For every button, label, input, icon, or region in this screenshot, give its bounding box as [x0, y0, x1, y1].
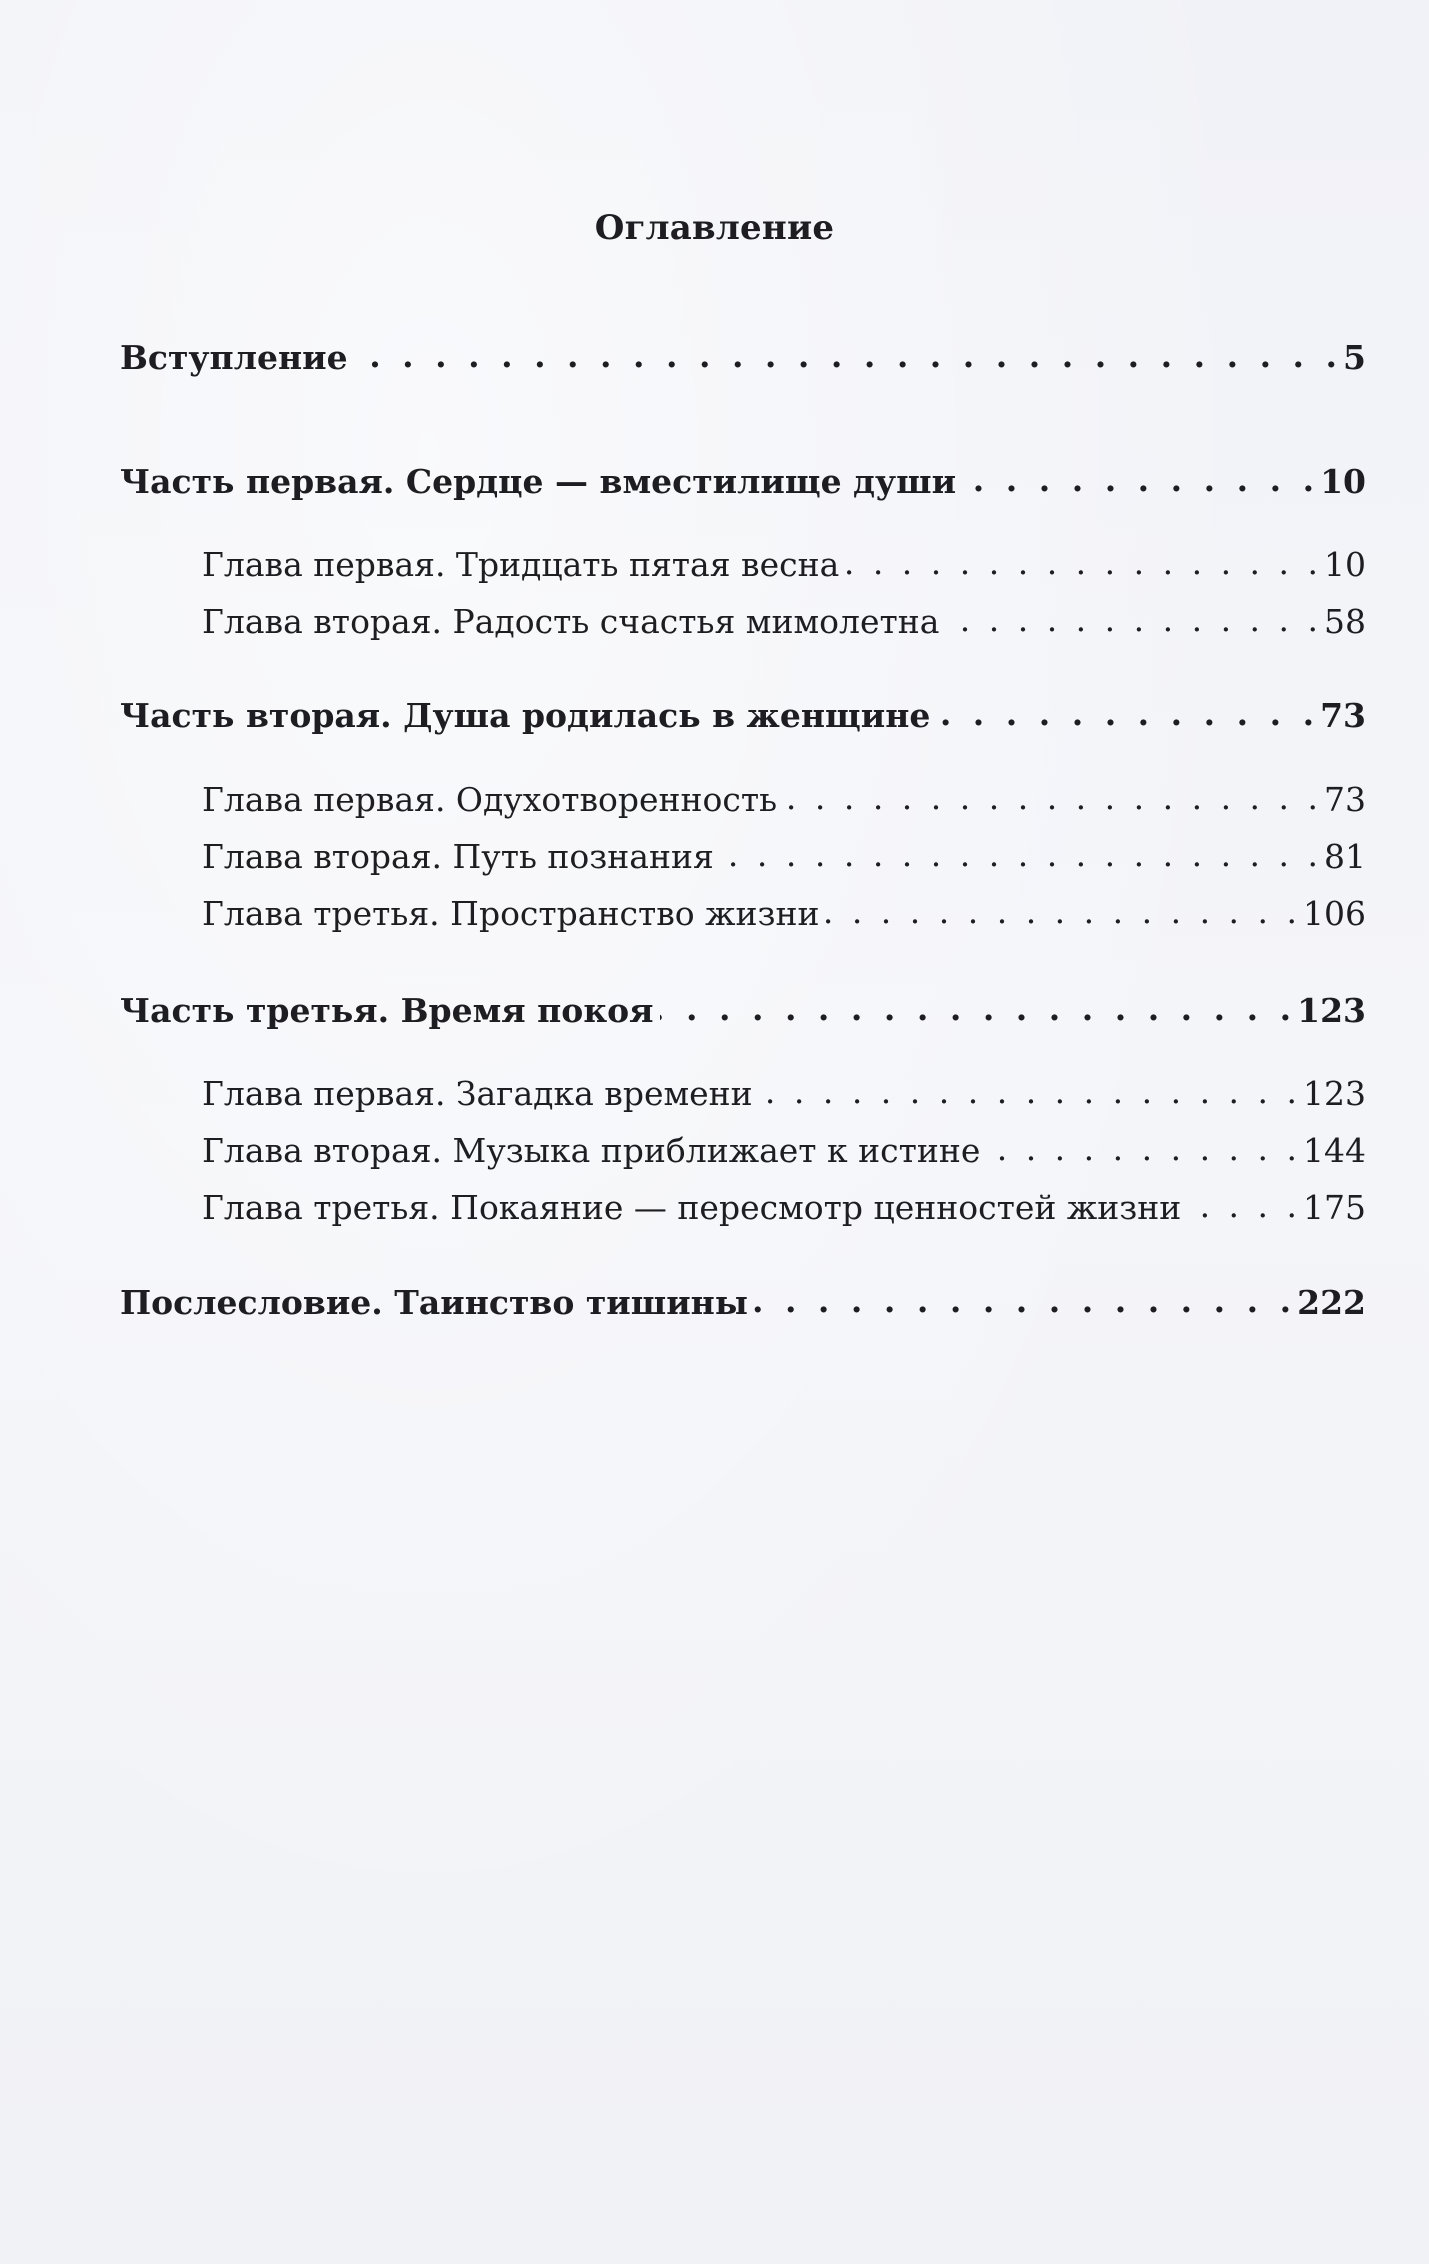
toc-entry-chapter: [202, 835, 1366, 885]
toc-entry-label: Часть вторая. Душа родилась в женщине: [120, 696, 931, 735]
toc-entry-page: 123: [1297, 991, 1366, 1030]
toc-entry-part-1: [120, 460, 1366, 510]
toc-entry-page: 123: [1303, 1074, 1366, 1113]
toc-entry-label: Глава третья. Покаяние — пересмотр ценностей жизни: [202, 1188, 1182, 1227]
toc-entry-chapter: [202, 1186, 1366, 1236]
toc-entry-page: 73: [1324, 780, 1366, 819]
toc-dot-leader: [1187, 1186, 1297, 1219]
toc-entry-label: Глава вторая. Путь познания: [202, 837, 714, 876]
toc-entry-label: Глава вторая. Музыка приближает к истине: [202, 1131, 981, 1170]
toc-entry-chapter: [202, 892, 1366, 942]
toc-entry-label: Глава первая. Одухотворенность: [202, 780, 778, 819]
toc-entry-page: 5: [1343, 338, 1366, 377]
toc-entry-chapter: [202, 543, 1366, 593]
toc-entry-chapter: [202, 600, 1366, 650]
toc-entry-introduction: [120, 336, 1366, 386]
toc-entry-label: Часть первая. Сердце — вместилище души: [120, 462, 957, 501]
toc-entry-page: 10: [1320, 462, 1366, 501]
toc-entry-page: 222: [1297, 1283, 1366, 1322]
toc-dot-leader: [754, 1281, 1291, 1314]
toc-entry-chapter: [202, 1129, 1366, 1179]
toc-entry-page: 106: [1303, 894, 1366, 933]
toc-entry-afterword: [120, 1281, 1366, 1331]
toc-dot-leader: [945, 600, 1318, 633]
toc-dot-leader: [986, 1129, 1297, 1162]
toc-entry-page: 144: [1303, 1131, 1366, 1170]
toc-dot-leader: [354, 336, 1337, 369]
toc-entry-page: 10: [1324, 545, 1366, 584]
toc-dot-leader: [660, 989, 1292, 1022]
toc-dot-leader: [962, 460, 1314, 493]
toc-entry-chapter: [202, 778, 1366, 828]
toc-entry-part-3: [120, 989, 1366, 1039]
toc-entry-label: Послесловие. Таинство тишины: [120, 1283, 748, 1322]
toc-entry-label: Часть третья. Время покоя: [120, 991, 654, 1030]
toc-entry-page: 58: [1324, 602, 1366, 641]
toc-dot-leader: [936, 694, 1314, 727]
toc-entry-page: 175: [1303, 1188, 1366, 1227]
toc-dot-leader: [825, 892, 1297, 925]
toc-dot-leader: [720, 835, 1318, 868]
toc-entry-label: Глава первая. Тридцать пятая весна: [202, 545, 840, 584]
toc-entry-label: Глава третья. Пространство жизни: [202, 894, 820, 933]
toc-entry-label: Глава первая. Загадка времени: [202, 1074, 753, 1113]
toc-title: Оглавление: [594, 208, 835, 248]
toc-entry-label: Глава вторая. Радость счастья мимолетна: [202, 602, 940, 641]
toc-dot-leader: [759, 1072, 1297, 1105]
toc-dot-leader: [783, 778, 1318, 811]
toc-entry-chapter: [202, 1072, 1366, 1122]
toc-entry-label: Вступление: [120, 338, 348, 377]
toc-entry-part-2: [120, 694, 1366, 744]
toc-entry-page: 81: [1324, 837, 1366, 876]
toc-dot-leader: [845, 543, 1318, 576]
toc-entry-page: 73: [1320, 696, 1366, 735]
